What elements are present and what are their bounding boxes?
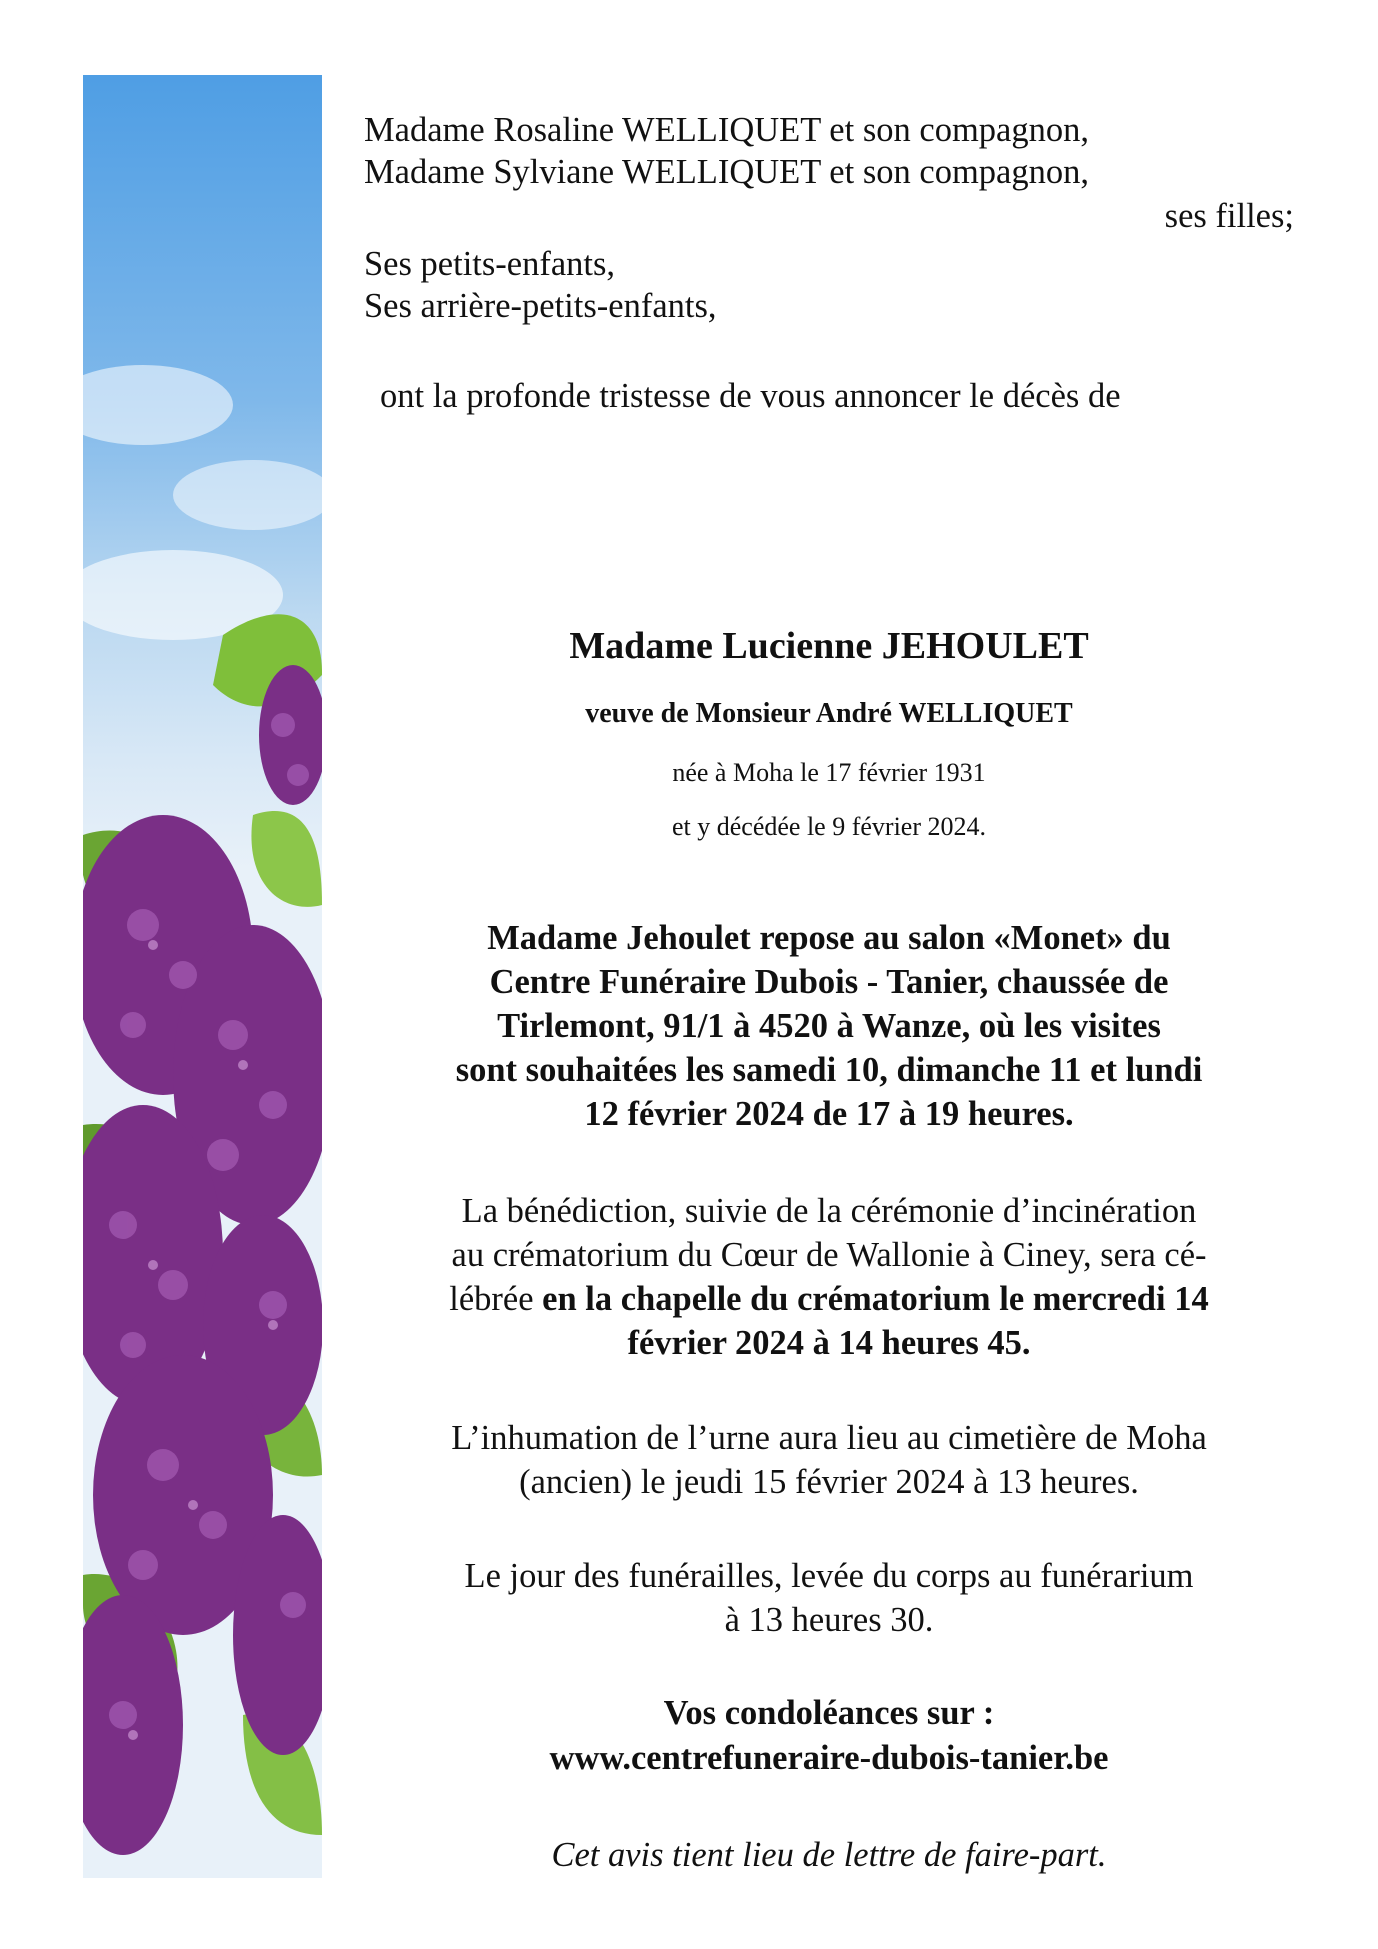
family-role-daughters: ses filles; xyxy=(1164,197,1294,235)
visit-line-3: Tirlemont, 91/1 à 4520 à Wanze, où les visites xyxy=(497,1007,1161,1045)
visit-line-1: Madame Jehoulet repose au salon «Monet» du xyxy=(487,919,1171,957)
birth-info: née à Moha le 17 février 1931 xyxy=(672,758,986,787)
funeral-line-1: Le jour des funérailles, levée du corps au funérarium xyxy=(464,1557,1194,1595)
death-info: et y décédée le 9 février 2024. xyxy=(671,812,986,841)
visit-line-5: 12 février 2024 de 17 à 19 heures. xyxy=(584,1095,1074,1133)
visit-line-4: sont souhaitées les samedi 10, dimanche 11 et lundi xyxy=(455,1051,1203,1089)
ceremony-line-3-bold: en la chapelle du crématorium le mercredi 14 xyxy=(542,1280,1209,1318)
family-line-2: Madame Sylviane WELLIQUET et son compagnon, xyxy=(364,153,1089,191)
ceremony-line-4: février 2024 à 14 heures 45. xyxy=(627,1324,1031,1362)
deceased-spouse: veuve de Monsieur André WELLIQUET xyxy=(585,698,1073,729)
announcement-text: ont la profonde tristesse de vous annoncer le décès de xyxy=(380,377,1121,415)
burial-line-1: L’inhumation de l’urne aura lieu au cimetière de Moha xyxy=(451,1419,1207,1457)
footer-note: Cet avis tient lieu de lettre de faire-part. xyxy=(551,1836,1107,1874)
funeral-line-2: à 13 heures 30. xyxy=(724,1601,934,1639)
ceremony-line-2: au crématorium du Cœur de Wallonie à Ciney, sera cé- xyxy=(451,1236,1207,1274)
family-line-grandchildren: Ses petits-enfants, xyxy=(364,245,616,283)
ceremony-line-3-normal: lébrée xyxy=(449,1280,543,1318)
visit-line-2: Centre Funéraire Dubois - Tanier, chaussée de xyxy=(489,963,1169,1001)
burial-line-2: (ancien) le jeudi 15 février 2024 à 13 heures. xyxy=(519,1463,1139,1501)
family-line-great-grandchildren: Ses arrière-petits-enfants, xyxy=(364,287,717,325)
condolences-url[interactable]: www.centrefuneraire-dubois-tanier.be xyxy=(549,1739,1109,1777)
deceased-name: Madame Lucienne JEHOULET xyxy=(569,625,1089,667)
ceremony-line-1: La bénédiction, suivie de la cérémonie d’incinération xyxy=(461,1192,1197,1230)
condolences-label: Vos condoléances sur : xyxy=(663,1694,995,1732)
ceremony-line-3 xyxy=(364,1279,1294,1319)
family-line-1: Madame Rosaline WELLIQUET et son compagnon, xyxy=(364,111,1089,149)
